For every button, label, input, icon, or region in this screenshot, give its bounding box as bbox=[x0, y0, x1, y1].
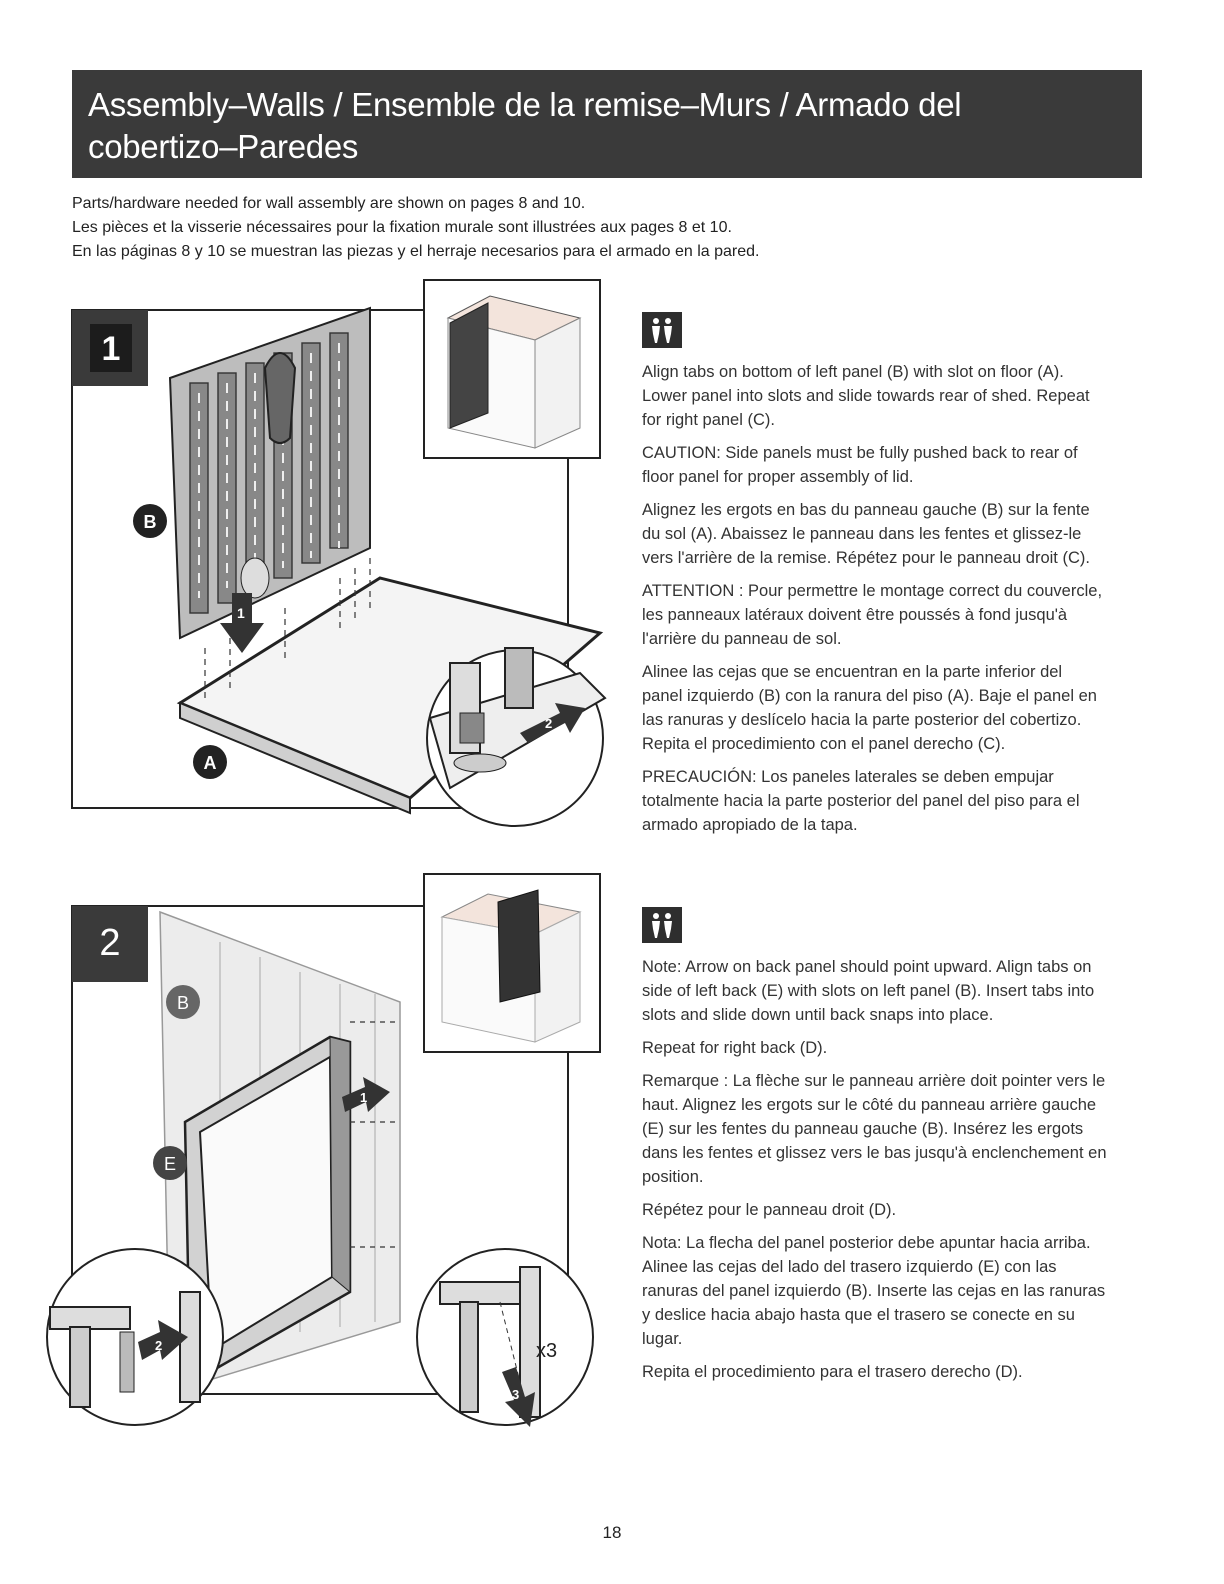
intro-spanish: En las páginas 8 y 10 se muestran las piezas y el herraje necesarios para el armado en la pared. bbox=[72, 243, 760, 260]
quantity-label: x3 bbox=[536, 1340, 558, 1362]
shed-thumbnail-2 bbox=[424, 874, 600, 1052]
step-2-paragraph: Repita el procedimiento para el trasero derecho (D). bbox=[642, 1363, 1023, 1381]
step-2-paragraph: Nota: La flecha del panel posterior debe apuntar hacia arriba. Alinee las cejas del lado del trasero izquierdo (E) con las ranuras del panel izquierdo (B). Inserte las cejas en las ranuras y deslice hacia abajo hasta que el trasero se conecte en su lugar. bbox=[642, 1234, 1106, 1348]
part-b-label: B bbox=[176, 993, 190, 1013]
part-b-label: B bbox=[143, 512, 157, 532]
arrow-2-label: 2 bbox=[155, 1338, 163, 1353]
arrow-1-label: 1 bbox=[360, 1090, 368, 1105]
two-people-icon bbox=[642, 312, 682, 348]
step-1-paragraph: Alinee las cejas que se encuentran en la parte inferior del panel izquierdo (B) con la ranura del piso (A). Baje el panel en las ranuras y deslícelo hacia la parte posterior del cobertizo. Repita el procedimiento con el panel derecho (C). bbox=[642, 663, 1097, 753]
intro-english: Parts/hardware needed for wall assembly are shown on pages 8 and 10. bbox=[72, 195, 586, 212]
part-a-label: A bbox=[203, 753, 217, 773]
intro-french: Les pièces et la visserie nécessaires pour la fixation murale sont illustrées aux pages 8 et 10. bbox=[72, 219, 732, 236]
shed-thumbnail-1 bbox=[424, 280, 600, 458]
page-number: 18 bbox=[602, 1523, 622, 1542]
step-2-paragraph: Repeat for right back (D). bbox=[642, 1039, 828, 1057]
arrow-1-label: 1 bbox=[237, 605, 245, 621]
step-2-paragraph: Répétez pour le panneau droit (D). bbox=[642, 1201, 897, 1219]
page-title bbox=[88, 84, 1126, 168]
step-1-paragraph: ATTENTION : Pour permettre le montage correct du couvercle, les panneaux latéraux doivent être poussés à fond jusqu'à l'arrière du panneau de sol. bbox=[642, 582, 1103, 648]
page-title-line-1: Assembly–Walls / Ensemble de la remise–Murs / Armado del bbox=[88, 86, 962, 123]
detail-magnifier-left bbox=[47, 1249, 223, 1425]
detail-magnifier-1 bbox=[427, 648, 605, 826]
intro-text bbox=[72, 192, 760, 264]
step-2-paragraph: Remarque : La flèche sur le panneau arrière doit pointer vers le haut. Alignez les ergots sur le côté du panneau arrière gauche (E) sur les fentes du panneau gauche (B). Insérez les ergots dans les fentes et glissez vers le bas jusqu'à enclenchement en position. bbox=[642, 1072, 1107, 1186]
arrow-3-label: 3 bbox=[512, 1387, 520, 1402]
detail-magnifier-right bbox=[417, 1249, 593, 1427]
step-2-number: 2 bbox=[99, 922, 121, 964]
page-title-line-2: cobertizo–Paredes bbox=[88, 128, 359, 165]
page-header bbox=[72, 70, 1142, 178]
step-1-instructions bbox=[642, 312, 1107, 846]
step-2-illustration bbox=[20, 872, 620, 1452]
step-2-paragraph: Note: Arrow on back panel should point upward. Align tabs on side of left back (E) with slots on left panel (B). Insert tabs into slots and slide down until back snaps into place. bbox=[642, 958, 1095, 1024]
step-1-figure bbox=[40, 278, 620, 848]
step-1-number: 1 bbox=[101, 330, 121, 368]
step-1-paragraph: CAUTION: Side panels must be fully pushed back to rear of floor panel for proper assembly of lid. bbox=[642, 444, 1078, 486]
step-2-figure bbox=[20, 872, 620, 1452]
step-1-paragraph: Align tabs on bottom of left panel (B) with slot on floor (A). Lower panel into slots and slide towards rear of shed. Repeat for right panel (C). bbox=[642, 363, 1090, 429]
part-e-label: E bbox=[163, 1154, 177, 1174]
step-1-paragraph: Alignez les ergots en bas du panneau gauche (B) sur la fente du sol (A). Abaissez le panneau dans les fentes et glissez-le vers l'arrière de la remise. Répétez pour le panneau droit (C). bbox=[642, 501, 1090, 567]
two-people-icon bbox=[642, 907, 682, 943]
step-1-illustration bbox=[40, 278, 620, 848]
arrow-2-label: 2 bbox=[545, 716, 553, 731]
step-1-paragraph: PRECAUCIÓN: Los paneles laterales se deben empujar totalmente hacia la parte posterior del panel del piso para el armado apropiado de la tapa. bbox=[642, 768, 1080, 834]
step-2-instructions bbox=[642, 907, 1107, 1393]
